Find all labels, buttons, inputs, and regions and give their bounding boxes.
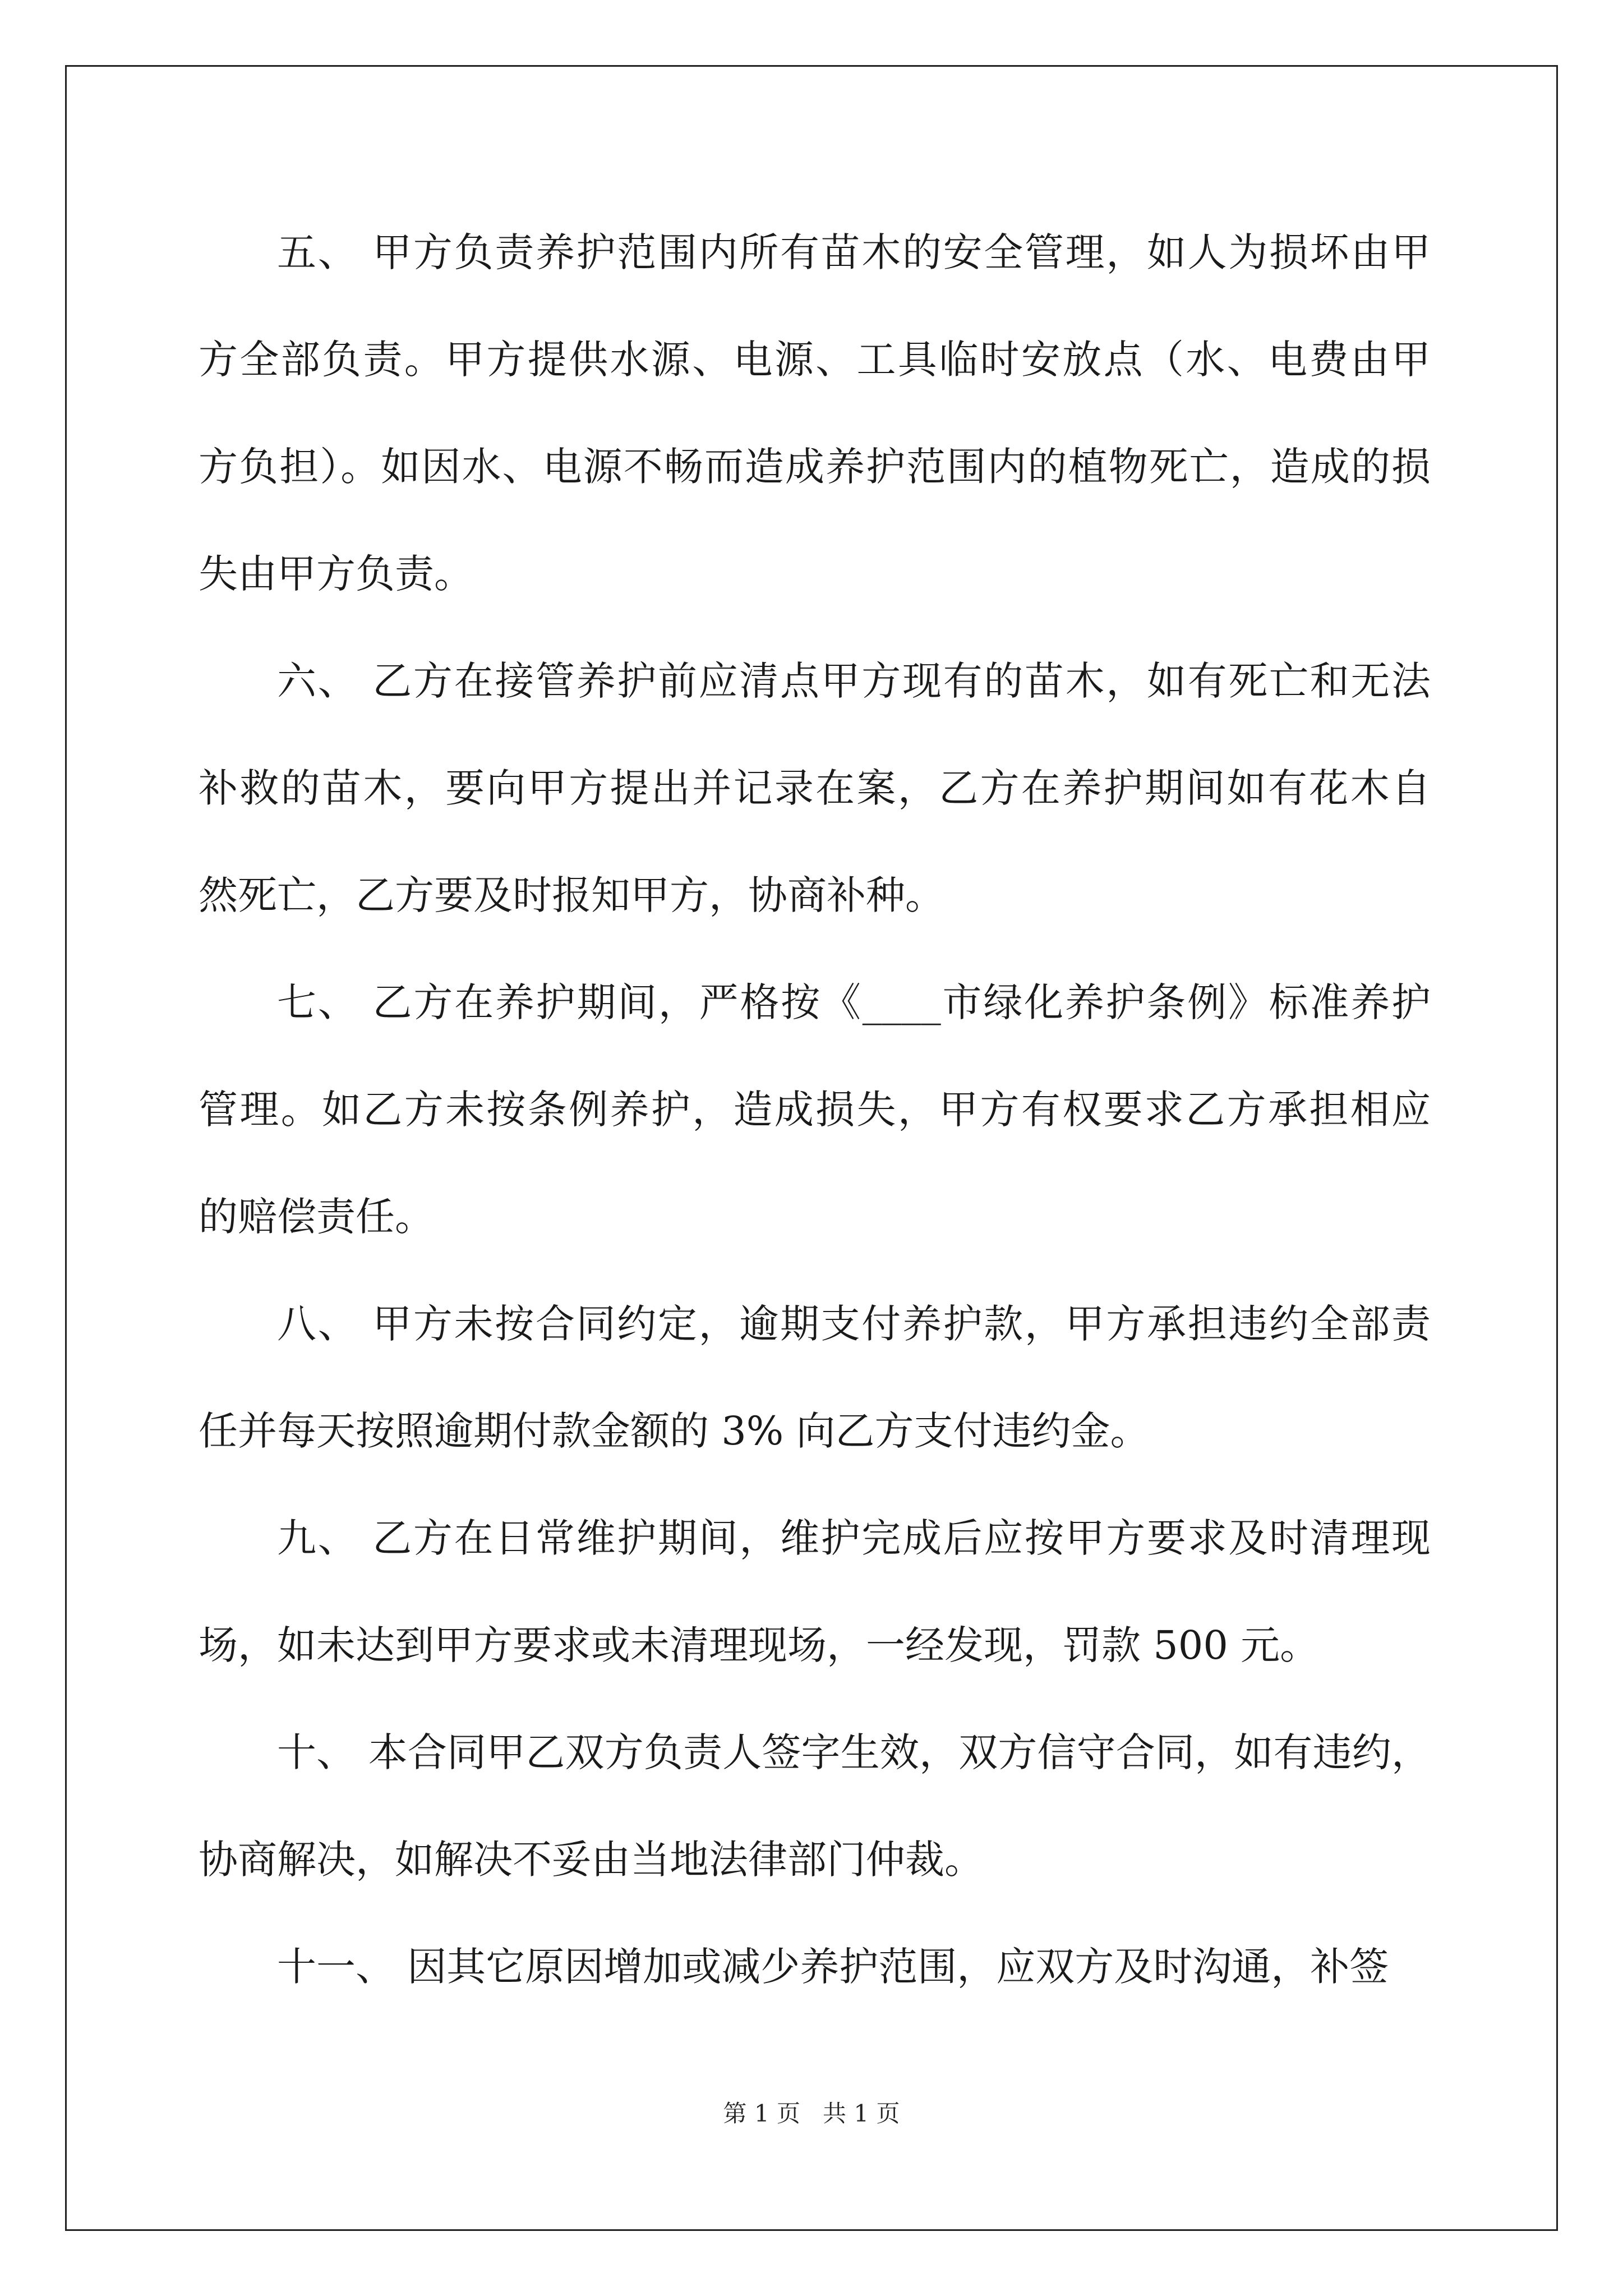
clause-10	[199, 1699, 1431, 1913]
text-line: 场，如未达到甲方要求或未清理现场，一经发现，罚款 500 元。	[199, 1622, 1320, 1668]
footer-separator	[800, 2100, 823, 2127]
text-line: 失由甲方负责。	[199, 551, 473, 597]
text-line: 九、 乙方在日常维护期间，维护完成后应按甲方要求及时清理现	[277, 1515, 1431, 1561]
text-line: 管理。如乙方未按条例养护，造成损失，甲方有权要求乙方承担相应	[199, 1087, 1431, 1133]
text-line: 六、 乙方在接管养护前应清点甲方现有的苗木，如有死亡和无法	[277, 658, 1431, 704]
text-line: 八、 甲方未按合同约定，逾期支付养护款，甲方承担违约全部责	[277, 1301, 1431, 1347]
text-line: 协商解决，如解决不妥由当地法律部门仲裁。	[199, 1837, 984, 1883]
text-line: 任并每天按照逾期付款金额的 3% 向乙方支付违约金。	[199, 1408, 1150, 1454]
page-number: 第 1 页	[723, 2100, 800, 2127]
text-line: 七、 乙方在养护期间，严格按《____市绿化养护条例》标准养护	[277, 979, 1431, 1025]
text-line: 的赔偿责任。	[199, 1194, 434, 1240]
clause-5	[199, 199, 1431, 628]
text-line: 方全部负责。甲方提供水源、电源、工具临时安放点（水、电费由甲	[199, 337, 1431, 383]
text-line: 方负担）。如因水、电源不畅而造成养护范围内的植物死亡，造成的损	[199, 444, 1431, 490]
clause-8	[199, 1271, 1431, 1485]
text-line: 五、 甲方负责养护范围内所有苗木的安全管理，如人为损坏由甲	[277, 229, 1431, 275]
clause-7	[199, 949, 1431, 1271]
text-line: 十一、 因其它原因增加或减少养护范围，应双方及时沟通，补签	[277, 1944, 1389, 1990]
page-total: 共 1 页	[823, 2100, 900, 2127]
clause-9	[199, 1485, 1431, 1699]
clause-11	[199, 1913, 1431, 2021]
text-line: 补救的苗木，要向甲方提出并记录在案，乙方在养护期间如有花木自	[199, 765, 1431, 811]
text-line: 十、 本合同甲乙双方负责人签字生效，双方信守合同，如有违约，	[277, 1729, 1431, 1775]
page-footer	[0, 2097, 1623, 2131]
document-body	[199, 199, 1431, 2021]
text-line: 然死亡，乙方要及时报知甲方，协商补种。	[199, 872, 944, 918]
clause-6	[199, 628, 1431, 949]
